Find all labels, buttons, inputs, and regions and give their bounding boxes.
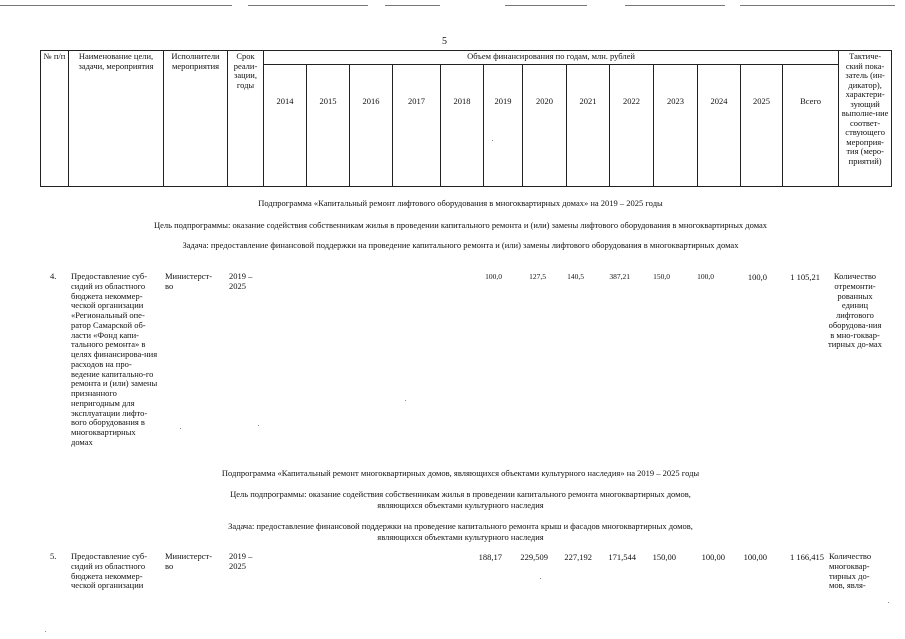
row-number: 4. [50, 271, 57, 281]
scan-speck [492, 140, 493, 141]
header-table [40, 50, 892, 187]
value-total: 1 105,21 [790, 272, 820, 282]
value-2023: 150,00 [652, 552, 676, 562]
value-2019: 100,0 [485, 272, 502, 281]
value-total: 1 166,415 [790, 552, 824, 562]
scan-speck [888, 602, 889, 603]
row-indicator: Количество многоквар-тирных до-мов, явля- [829, 551, 872, 591]
value-2025: 100,00 [743, 552, 767, 562]
subprogram-title: Подпрограмма «Капитальный ремонт лифтового оборудования в многоквартирных домах» на 2019 – 2025 годы [258, 198, 663, 208]
scan-line [385, 5, 440, 6]
scan-speck [180, 428, 181, 429]
header-term: Срок реали-зации, годы [228, 51, 264, 187]
value-2020: 229,509 [520, 552, 548, 562]
subprogram-task-line1: Задача: предоставление финансовой поддержки на проведение капитального ремонта крыш и фасадов многоквартирных домов, [228, 521, 693, 531]
row-name: Предоставление суб-сидий из областного бюджета некоммер-ческой организации [71, 551, 148, 591]
header-year: 2024 [698, 65, 741, 187]
row-executor: Министерст-во [165, 271, 213, 291]
scan-line [740, 5, 895, 6]
header-funding: Объем финансирования по годам, млн. рублей [264, 51, 839, 65]
scan-speck [405, 400, 406, 401]
value-2022: 387,21 [609, 272, 630, 281]
header-year: 2021 [567, 65, 610, 187]
header-year: 2020 [523, 65, 567, 187]
subprogram-title: Подпрограмма «Капитальный ремонт многоквартирных домов, являющихся объектами культурного наследия» на 2019 – 2025 годы [221, 468, 700, 478]
value-2024: 100,0 [697, 272, 714, 281]
scan-speck [45, 631, 46, 632]
value-2023: 150,0 [653, 272, 670, 281]
subprogram-goal: Цель подпрограммы: оказание содействия собственникам жилья в проведении капитального ремонта и (или) замены лифтового оборудования в многоквартирных домах [153, 220, 768, 230]
row-number: 5. [50, 551, 57, 561]
header-year: 2022 [610, 65, 654, 187]
value-2020: 127,5 [529, 272, 546, 281]
value-2021: 227,192 [564, 552, 592, 562]
subprogram-goal-line2: являющихся объектами культурного наследия [377, 500, 544, 510]
header-year: 2023 [654, 65, 698, 187]
subprogram-task: Задача: предоставление финансовой поддержки на проведение капитального ремонта и (или) замены лифтового оборудования в многоквартирных домах [182, 240, 739, 250]
row-term: 2019 – 2025 [229, 551, 253, 571]
header-year: 2019 [484, 65, 523, 187]
header-year: 2017 [393, 65, 441, 187]
header-year: 2015 [307, 65, 350, 187]
header-executor: Исполнители мероприятия [164, 51, 228, 187]
header-total: Всего [783, 65, 839, 187]
header-year: 2018 [441, 65, 484, 187]
row-indicator: Количество отремонти-рованных единиц лифтового оборудова-ния в мно-гоквар-тирных до-мах [828, 271, 882, 350]
scan-line [248, 5, 368, 6]
header-year: 2014 [264, 65, 307, 187]
header-num: № п/п [41, 51, 69, 187]
header-name: Наименование цели, задачи, мероприятия [69, 51, 164, 187]
page-number: 5 [442, 36, 447, 47]
header-year: 2025 [741, 65, 783, 187]
value-2024: 100,00 [701, 552, 725, 562]
subprogram-task-line2: являющихся объектами культурного наследия [377, 532, 544, 542]
row-term: 2019 – 2025 [229, 271, 253, 291]
header-indicator: Тактиче-ский пока-затель (ин-дикатор), характери-зующий выполне-ние соответ-ствующего мероприя-тия (меро-приятий) [839, 51, 892, 187]
scan-speck [258, 425, 259, 426]
value-2019: 188,17 [478, 552, 502, 562]
scan-speck [540, 578, 541, 579]
scan-line [505, 5, 587, 6]
scan-line [0, 5, 232, 6]
value-2022: 171,544 [608, 552, 636, 562]
row-name: Предоставление суб-сидий из областного бюджета некоммер-ческой организации «Региональный опе-ратор Самарской об-ласти «Фонд капи-тального ремонта» в целях финансирова-ния расходов на про-ведение капитально-го ремонта и (или) замены признанного непригодным для эксплуатации лифто-вого оборудования в многоквартирных домах [71, 271, 158, 448]
row-executor: Министерст-во [165, 551, 213, 571]
header-year: 2016 [350, 65, 393, 187]
scan-line [625, 5, 725, 6]
value-2025: 100,0 [747, 272, 767, 282]
subprogram-goal-line1: Цель подпрограммы: оказание содействия собственникам жилья в проведении капитального ремонта многоквартирных домов, [230, 489, 691, 499]
value-2021: 140,5 [567, 272, 584, 281]
